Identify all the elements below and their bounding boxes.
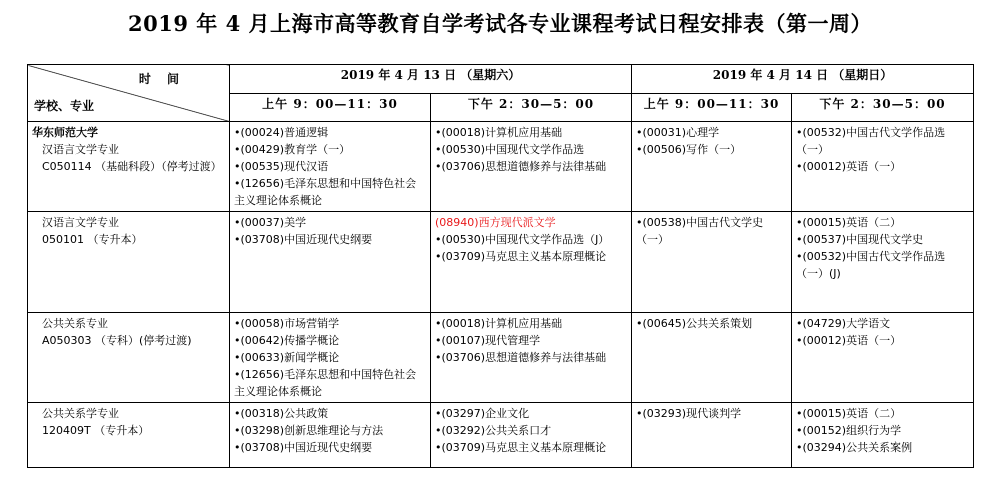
course-item: •(00015)英语（二） <box>796 216 902 229</box>
course-item: •(03709)马克思主义基本原理概论 <box>435 250 607 263</box>
slot-sun-am: 上午 9：00—11：30 <box>632 93 792 122</box>
major-name: 汉语言文学专业 <box>42 143 119 156</box>
course-item: •(00532)中国古代文学作品选（一）(J) <box>796 250 946 280</box>
course-item: •(00015)英语（二） <box>796 407 902 420</box>
course-item: •(00537)中国现代文学史 <box>796 233 924 246</box>
school-major-header-label: 学校、专业 <box>34 99 95 113</box>
slot-sat-am: 上午 9：00—11：30 <box>230 93 431 122</box>
courses-sun-pm <box>792 403 974 468</box>
major-name: 公共关系学专业 <box>42 407 119 420</box>
course-item: •(00645)公共关系策划 <box>636 317 753 330</box>
major-name: 汉语言文学专业 <box>42 216 119 229</box>
date-header-row <box>28 65 974 94</box>
course-item: •(03708)中国近现代史纲要 <box>234 441 373 454</box>
course-item: •(03297)企业文化 <box>435 407 530 420</box>
corner-header-cell <box>28 65 230 122</box>
course-item: •(03293)现代谈判学 <box>636 407 742 420</box>
major-cell <box>28 122 230 212</box>
slot-sun-pm: 下午 2：30—5：00 <box>792 93 974 122</box>
course-item: •(00152)组织行为学 <box>796 424 902 437</box>
courses-sat-pm <box>431 313 632 403</box>
course-item: •(00318)公共政策 <box>234 407 329 420</box>
courses-sat-pm <box>431 403 632 468</box>
major-cell <box>28 313 230 403</box>
date-header-sunday: 2019 年 4 月 14 日 （星期日） <box>632 65 974 94</box>
slot-sat-pm: 下午 2：30—5：00 <box>431 93 632 122</box>
major-cell <box>28 212 230 313</box>
major-code: A050303 （专科）(停考过渡) <box>42 334 192 347</box>
courses-sat-am <box>230 403 431 468</box>
course-item: •(03706)思想道德修养与法律基础 <box>435 160 607 173</box>
table-row <box>28 212 974 313</box>
major-code: C050114 （基础科段）（停考过渡） <box>42 160 222 173</box>
course-item: •(00024)普通逻辑 <box>234 126 329 139</box>
course-item: •(00633)新闻学概论 <box>234 351 340 364</box>
course-item: •(03294)公共关系案例 <box>796 441 913 454</box>
date-header-saturday: 2019 年 4 月 13 日 （星期六） <box>230 65 632 94</box>
major-cell <box>28 403 230 468</box>
course-item: •(00429)教育学（一） <box>234 143 351 156</box>
course-item: •(00018)计算机应用基础 <box>435 317 563 330</box>
course-item: •(00538)中国古代文学史（一） <box>636 216 764 246</box>
course-item: •(03708)中国近现代史纲要 <box>234 233 373 246</box>
course-item: •(00530)中国现代文学作品选（J） <box>435 233 610 246</box>
schedule-table <box>27 64 974 468</box>
major-code: 050101 （专升本） <box>42 233 143 246</box>
course-item: •(00532)中国古代文学作品选（一） <box>796 126 946 156</box>
courses-sun-am <box>632 313 792 403</box>
courses-sat-pm <box>431 122 632 212</box>
course-item: •(00506)写作（一） <box>636 143 742 156</box>
courses-sun-pm <box>792 122 974 212</box>
course-item: •(00058)市场营销学 <box>234 317 340 330</box>
course-item: •(03292)公共关系口才 <box>435 424 552 437</box>
course-item: •(00012)英语（一） <box>796 334 902 347</box>
courses-sat-am <box>230 122 431 212</box>
course-item: •(00642)传播学概论 <box>234 334 340 347</box>
time-header-label: 时 间 <box>138 72 185 86</box>
course-item-new: (08940)西方现代派文学 <box>435 216 556 229</box>
course-item: •(00107)现代管理学 <box>435 334 541 347</box>
course-item: •(00037)美学 <box>234 216 307 229</box>
course-item: •(00530)中国现代文学作品选 <box>435 143 585 156</box>
course-item: •(12656)毛泽东思想和中国特色社会主义理论体系概论 <box>234 177 417 207</box>
course-item: •(00535)现代汉语 <box>234 160 329 173</box>
courses-sat-pm <box>431 212 632 313</box>
table-row <box>28 313 974 403</box>
table-row <box>28 122 974 212</box>
major-code: 120409T （专升本） <box>42 424 150 437</box>
course-item: •(03709)马克思主义基本原理概论 <box>435 441 607 454</box>
course-item: •(00012)英语（一） <box>796 160 902 173</box>
school-name: 华东师范大学 <box>32 126 98 139</box>
course-item: •(00018)计算机应用基础 <box>435 126 563 139</box>
table-row <box>28 403 974 468</box>
course-item: •(00031)心理学 <box>636 126 720 139</box>
courses-sat-am <box>230 313 431 403</box>
courses-sat-am <box>230 212 431 313</box>
course-item: •(04729)大学语文 <box>796 317 891 330</box>
courses-sun-pm <box>792 212 974 313</box>
course-item: •(03298)创新思维理论与方法 <box>234 424 384 437</box>
courses-sun-am <box>632 403 792 468</box>
courses-sun-am <box>632 122 792 212</box>
courses-sun-pm <box>792 313 974 403</box>
course-item: •(12656)毛泽东思想和中国特色社会主义理论体系概论 <box>234 368 417 398</box>
course-item: •(03706)思想道德修养与法律基础 <box>435 351 607 364</box>
page-title: 2019 年 4 月上海市高等教育自学考试各专业课程考试日程安排表（第一周） <box>128 11 872 36</box>
courses-sun-am <box>632 212 792 313</box>
major-name: 公共关系专业 <box>42 317 108 330</box>
